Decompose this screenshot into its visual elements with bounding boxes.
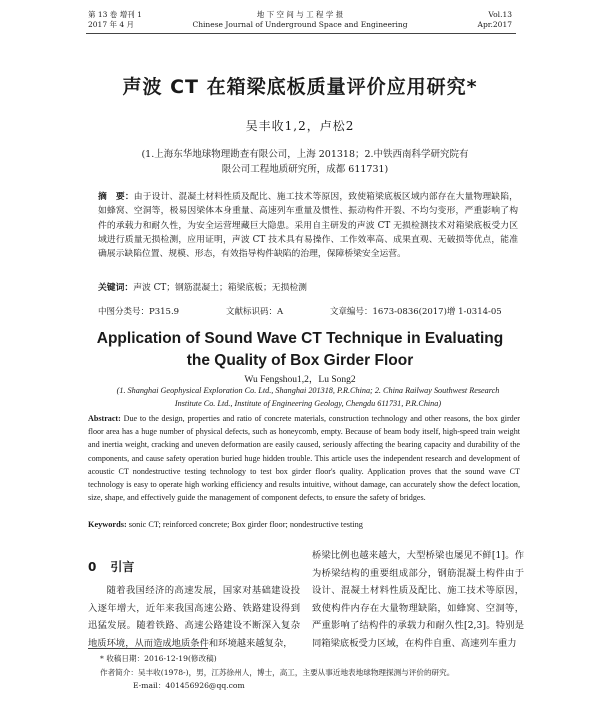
footnote-author-info: 作者简介：吴丰收(1978-)，男，江苏徐州人，博士，高工，主要从事近地表地球物理探测与评价的研究。: [100, 668, 455, 677]
abstract-cn: [98, 190, 518, 261]
keywords-cn: [98, 280, 518, 293]
abstract-text-en: Due to the design, properties and ratio of concrete materials, construction technology and other reasons, the box girder floor area has a huge number of physical defects, such as honeycomb, empty. Because of beam body itself, high-speed train weight and inertia weight, cracking and uneven deformation are easily caused, seriously affecting the bearing capacity and durability of the components, and cause safety operation buried huge hidden trouble. This article uses the independent research and development of acoustic CT nondestructive testing technology to test box girder floor's quality. Application proves that the sound wave CT technology is easy to operate high working efficiency and results intuitive, without damage, can accurately show the defect location, size, shape, and effectively guide the management of component defects, to ensure the safety of bridges.: [88, 414, 520, 503]
section-number: 0: [88, 560, 97, 574]
volume-en: Vol.13: [488, 10, 512, 19]
title-en-line2: the Quality of Box Girder Floor: [186, 352, 414, 369]
footnote-email: E-mail：401456926@qq.com: [133, 681, 245, 690]
volume-issue: 第 13 卷 增刊 1: [88, 10, 142, 19]
body-column-left: 随着我国经济的高速发展，国家对基础建设投入逐年增大，近年来我国高速公路、铁路建设得到迅猛发展。随着铁路、高速公路建设不断深入复杂地质环境，从而造成地质条件和环境越来越复杂，: [88, 585, 300, 649]
keywords-label-cn: 关键词：: [98, 283, 134, 293]
abstract-text-cn: 由于设计、混凝土材料性质及配比、施工技术等原因，致使箱梁底板区域内部存在大量物理缺陷，如蜂窝、空洞等，极易因梁体本身重量、高速列车重量及惯性、振动构件开裂、不均匀变形，严重影响了构件的承载力和耐久性，为安全运营埋藏巨大隐患。采用自主研发的声波 CT 无损检测技术对箱梁底板受力区域进行质量无损检测，应用证明，声波 CT 技术具有易操作、工作效率高、成果直观、无破损等优点，能准确展示缺陷位置、规模、形态，有效指导构件缺陷的治理，保障桥梁安全运营。: [98, 192, 518, 260]
document-code: 文献标识码：A: [226, 307, 284, 317]
running-header-right: [478, 10, 512, 30]
abstract-label-en: Abstract:: [88, 414, 121, 423]
abstract-label-cn: 摘 要：: [98, 192, 134, 202]
authors-cn: 吴丰收1,2，卢松2: [245, 119, 355, 133]
journal-name-cn: 地 下 空 间 与 工 程 学 报: [256, 10, 344, 19]
title-en-line1: Application of Sound Wave CT Technique in Evaluating: [96, 330, 504, 347]
keywords-en: [88, 520, 520, 529]
date-en: Apr.2017: [477, 20, 512, 29]
footnote-received: * 收稿日期：2016-12-19(修改稿): [100, 654, 217, 663]
title-cn: 声波 CT 在箱梁底板质量评价应用研究*: [122, 76, 478, 98]
section-heading-introduction: [88, 558, 134, 575]
section-title: 引言: [110, 560, 135, 574]
authors-en: Wu Fengshou1,2，Lu Song2: [244, 375, 356, 385]
title-en: [0, 328, 600, 372]
body-column-right: 桥梁比例也越来越大，大型桥梁也屡见不鲜[1]。作为桥梁结构的重要组成部分，钢筋混凝土构件由于设计、混凝土材料性质及配比、施工技术等原因，致使构件内存在大量物理缺陷，如蜂窝、空洞等，严重影响了结构件的承载力和耐久性[2,3]。特别是同箱梁底板受力区域，在构件自重、高速列车重力: [312, 550, 524, 649]
abstract-en: [88, 412, 520, 504]
keywords-text-cn: 声波 CT；钢筋混凝土；箱梁底板；无损检测: [133, 283, 307, 293]
header-rule: [86, 33, 516, 34]
class-number: 中图分类号：P315.9: [98, 307, 180, 317]
article-number: 文章编号：1673-0836(2017)增 1-0314-05: [330, 307, 502, 317]
keywords-text-en: sonic CT; reinforced concrete; Box girder floor; nondestructive testing: [128, 520, 363, 529]
keywords-label-en: Keywords:: [88, 520, 127, 529]
affiliation-cn: (1.上海东华地球物理勘查有限公司，上海 201318；2.中铁西南科学研究院有限公司工程地质研究所，成都 611731): [141, 149, 469, 175]
issue-date: 2017 年 4 月: [88, 20, 135, 29]
affiliation-en: (1. Shanghai Geophysical Exploration Co. Ltd., Shanghai 201318, P.R.China; 2. China Railway Southwest Research Institute Co. Ltd., Institute of Engineering Geology, Chengdu 611731, P.R.China): [116, 386, 500, 408]
footnote-rule: [88, 648, 208, 649]
journal-name-en: Chinese Journal of Underground Space and Engineering: [192, 20, 408, 29]
